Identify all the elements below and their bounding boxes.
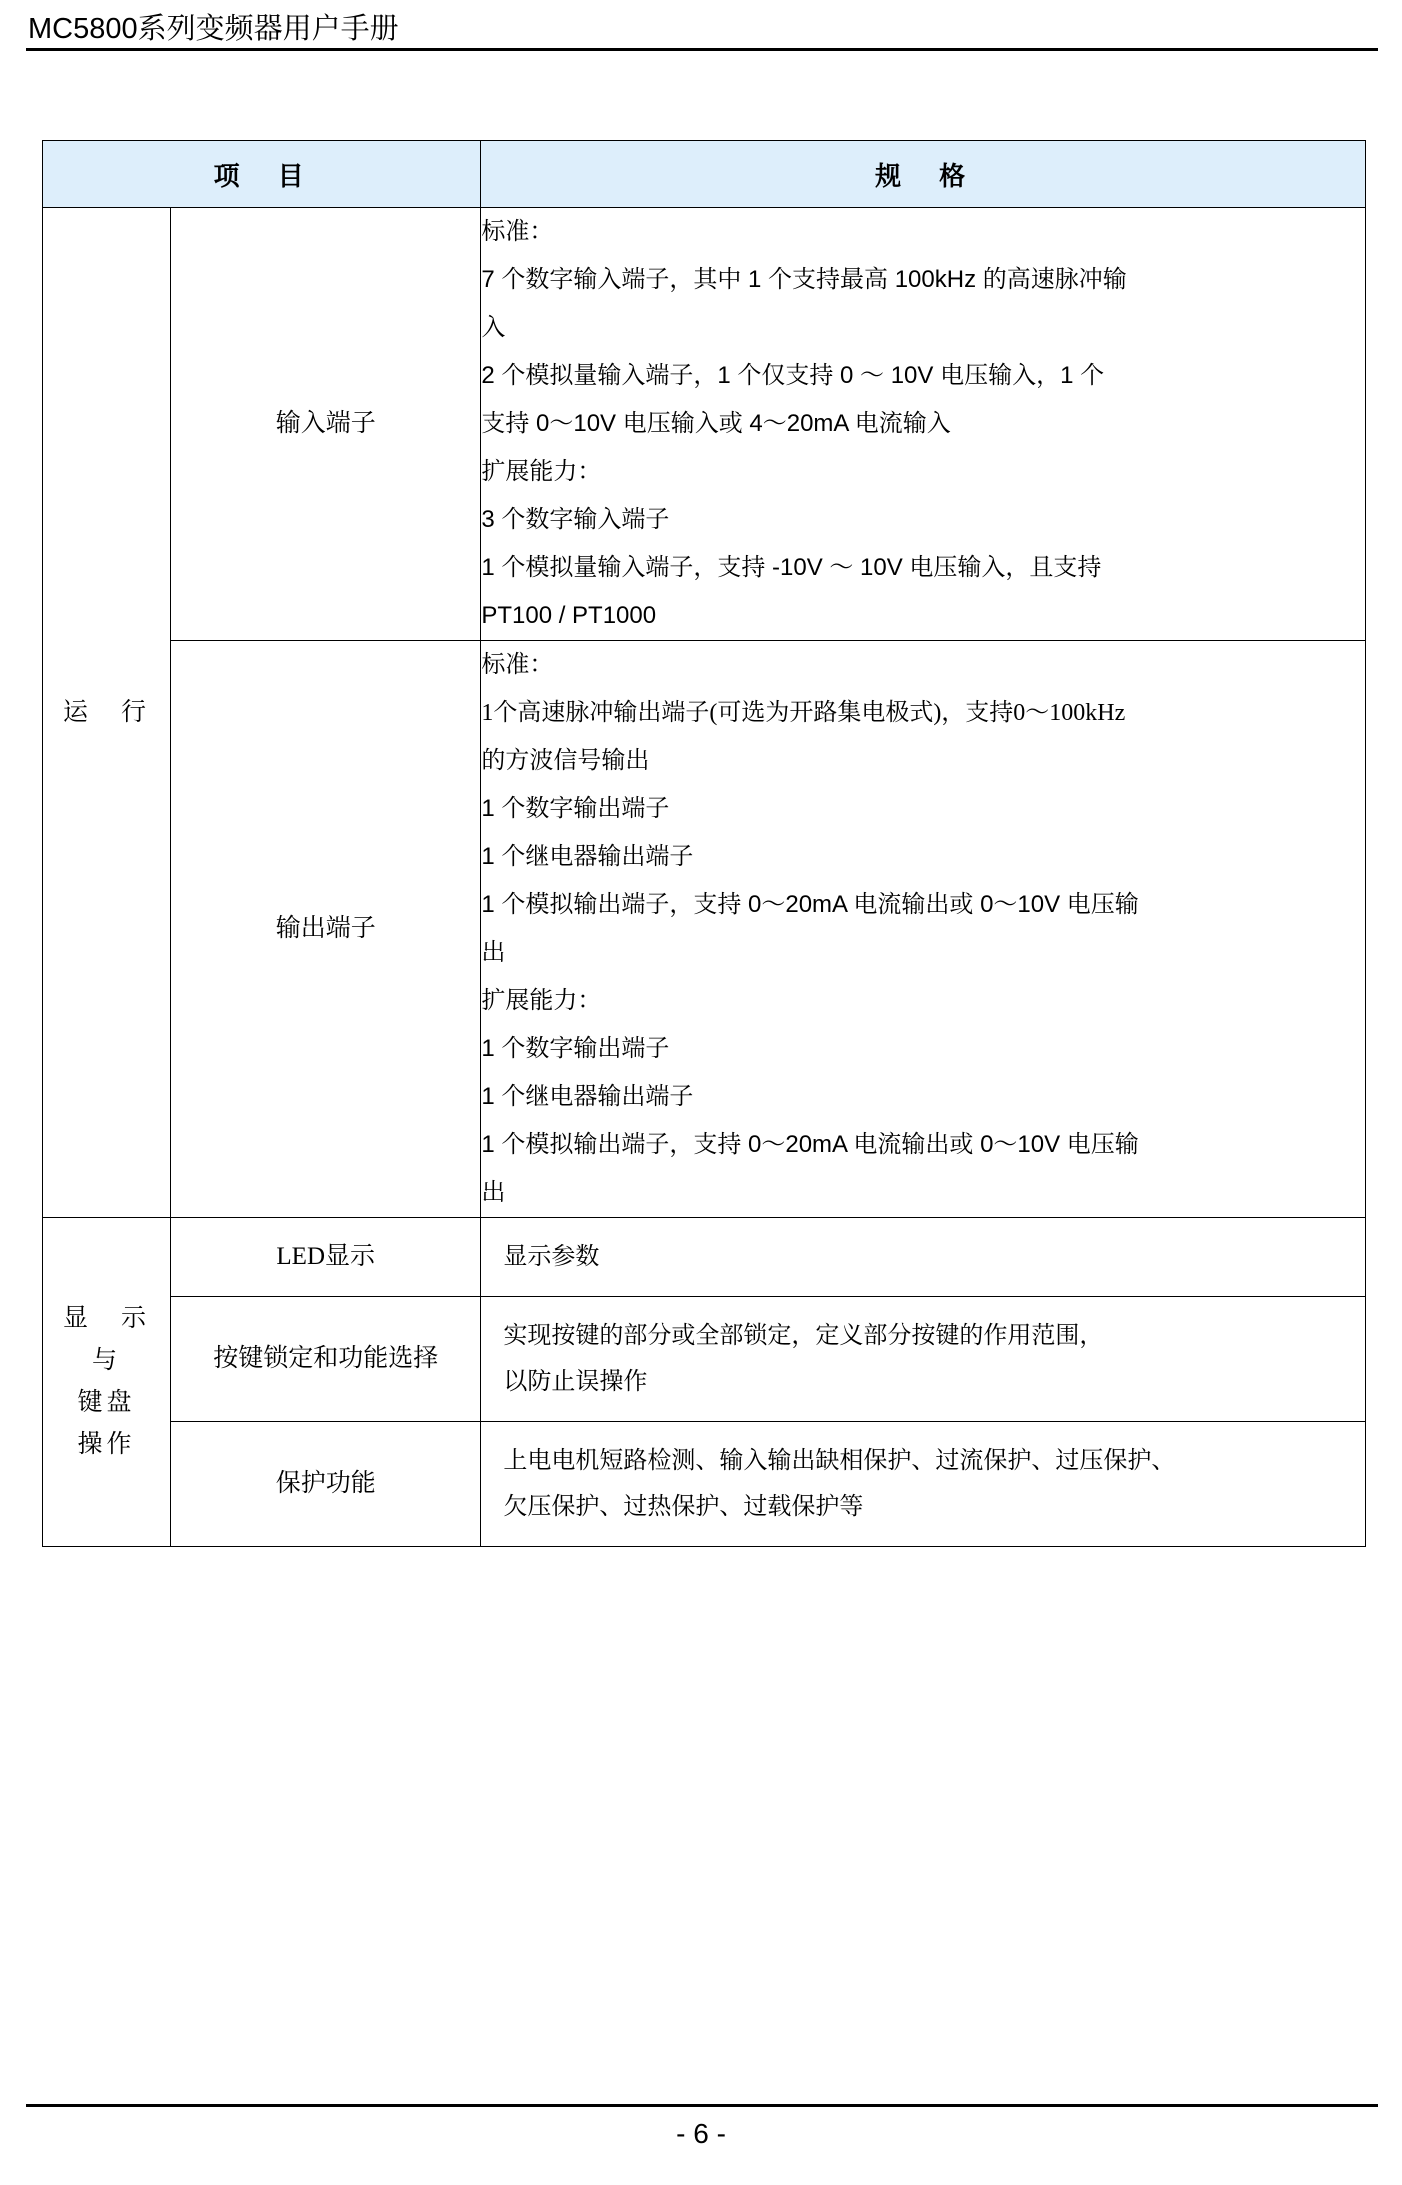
spec-line: 2 个模拟量输入端子，1 个仅支持 0 ～ 10V 电压输入，1 个 [481, 362, 1105, 389]
spec-line: 1个高速脉冲输出端子(可选为开路集电极式)，支持0～100kHz [481, 700, 1126, 726]
spec-line: 1 个继电器输出端子 [481, 843, 694, 870]
spec-line: 1 个模拟量输入端子，支持 -10V ～ 10V 电压输入，且支持 [481, 554, 1102, 581]
header-title: MC5800系列变频器用户手册 [28, 13, 399, 45]
spec-line: 3 个数字输入端子 [481, 506, 670, 533]
spec-line: 出 [481, 940, 506, 966]
group-label-line: 显 示 [63, 1305, 151, 1332]
page-header [0, 0, 1402, 56]
spec-line: 1 个继电器输出端子 [481, 1083, 694, 1110]
group-label-line: 操作 [77, 1431, 136, 1458]
group-label-operation: 运 行 [43, 208, 171, 1218]
spec-protection [481, 1422, 1366, 1547]
spec-line: 以防止误操作 [503, 1369, 648, 1395]
spec-output-terminals [481, 641, 1366, 1218]
page-number: - 6 - [676, 2118, 726, 2149]
spec-line: 1 个模拟输出端子，支持 0～20mA 电流输出或 0～10V 电压输 [481, 891, 1139, 918]
spec-input-terminals [481, 208, 1366, 641]
spec-line: 实现按键的部分或全部锁定，定义部分按键的作用范围， [503, 1323, 1104, 1349]
item-label-input-terminals: 输入端子 [171, 208, 481, 641]
spec-key-lock [481, 1297, 1366, 1422]
table-row [43, 1297, 1366, 1422]
spec-line: 欠压保护、过热保护、过载保护等 [503, 1494, 864, 1520]
footer-divider [26, 2104, 1378, 2107]
spec-line: 扩展能力： [481, 988, 602, 1014]
item-label-led-display: LED显示 [171, 1218, 481, 1297]
table-header-item: 项 目 [43, 141, 481, 208]
spec-line: 7 个数字输入端子，其中 1 个支持最高 100kHz 的高速脉冲输 [481, 266, 1127, 293]
table-row [43, 1218, 1366, 1297]
spec-line: 显示参数 [503, 1244, 600, 1270]
table-row [43, 641, 1366, 1218]
spec-table-container [42, 140, 1366, 1547]
spec-line: 出 [481, 1180, 506, 1206]
spec-line: 1 个数字输出端子 [481, 1035, 670, 1062]
spec-line: 扩展能力： [481, 459, 602, 485]
header-divider [26, 48, 1378, 51]
table-header-spec: 规 格 [481, 141, 1366, 208]
group-label-line: 键盘 [77, 1389, 136, 1416]
spec-line: 标准： [481, 652, 554, 678]
spec-led-display [481, 1218, 1366, 1297]
spec-line: 支持 0～10V 电压输入或 4～20mA 电流输入 [481, 410, 951, 437]
spec-line: 标准： [481, 219, 554, 245]
spec-line: 入 [481, 315, 506, 341]
spec-line: PT100 / PT1000 [481, 602, 657, 629]
spec-line: 1 个模拟输出端子，支持 0～20mA 电流输出或 0～10V 电压输 [481, 1131, 1139, 1158]
table-header-row [43, 141, 1366, 208]
table-row [43, 208, 1366, 641]
table-row [43, 1422, 1366, 1547]
spec-table [42, 140, 1366, 1547]
item-label-protection: 保护功能 [171, 1422, 481, 1547]
spec-line: 上电电机短路检测、输入输出缺相保护、过流保护、过压保护、 [503, 1448, 1176, 1474]
spec-line: 1 个数字输出端子 [481, 795, 670, 822]
spec-line: 的方波信号输出 [481, 748, 650, 774]
group-label-display-keyboard [43, 1218, 171, 1547]
item-label-key-lock: 按键锁定和功能选择 [171, 1297, 481, 1422]
group-label-line: 与 [92, 1347, 122, 1374]
item-label-output-terminals: 输出端子 [171, 641, 481, 1218]
